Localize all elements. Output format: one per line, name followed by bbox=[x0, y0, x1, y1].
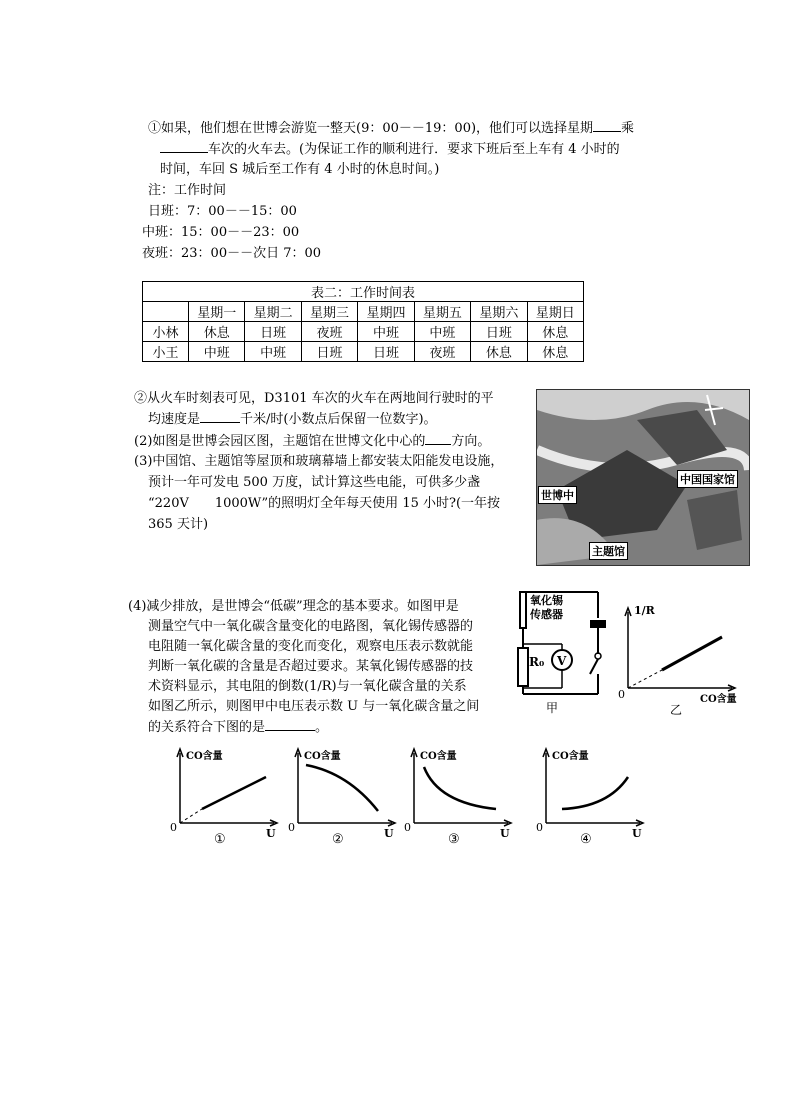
table-cell: 中班 bbox=[358, 322, 414, 342]
q5-line2: 测量空气中一氧化碳含量变化的电路图，氧化锡传感器的 bbox=[148, 619, 474, 634]
choice-y-label: CO含量 bbox=[186, 751, 223, 762]
table-cell: 小林 bbox=[143, 322, 189, 342]
map-label-expo-center: 世博中 bbox=[538, 486, 577, 504]
mid-shift: 中班：15：00－－23：00 bbox=[142, 225, 300, 240]
map-label-theme-pavilion: 主题馆 bbox=[589, 542, 628, 560]
q1-line2: 车次的火车去。(为保证工作的顺利进行．要求下班后至上车有 4 小时的 bbox=[160, 140, 620, 159]
table-cell: 夜班 bbox=[301, 322, 357, 342]
table-cell: 中班 bbox=[245, 342, 301, 362]
table-header: 星期六 bbox=[471, 302, 527, 322]
choice-y-label: CO含量 bbox=[420, 751, 457, 762]
choice-caption: ① bbox=[214, 832, 226, 847]
q4-line3: “220V 1000W”的照明灯全年每天使用 15 小时?(一年按 bbox=[148, 496, 501, 511]
speed-blank[interactable] bbox=[200, 410, 240, 423]
choice-graph-4[interactable] bbox=[536, 745, 648, 849]
choice-x-label: U bbox=[500, 827, 510, 840]
table-cell: 中班 bbox=[189, 342, 245, 362]
yi-x-label: CO含量 bbox=[700, 694, 737, 705]
day-shift: 日班：7：00－－15：00 bbox=[148, 204, 297, 219]
q1-line3: 时间，车回 S 城后至工作有 4 小时的休息时间。) bbox=[160, 162, 440, 177]
graph-yi bbox=[614, 600, 744, 718]
table-cell: 休息 bbox=[189, 322, 245, 342]
table-header-row bbox=[143, 302, 584, 322]
choice-x-label: U bbox=[266, 827, 276, 840]
table-header: 星期四 bbox=[358, 302, 414, 322]
choice-origin: 0 bbox=[404, 821, 411, 834]
choice-graph-3[interactable] bbox=[404, 745, 516, 849]
choice-caption: ③ bbox=[448, 832, 460, 847]
q5-line6: 如图乙所示，则图甲中电压表示数 U 与一氧化碳含量之间 bbox=[148, 699, 480, 714]
yi-origin: 0 bbox=[618, 688, 625, 701]
table-caption: 表二：工作时间表 bbox=[143, 282, 584, 302]
table-row bbox=[143, 322, 584, 342]
circuit-diagram bbox=[512, 588, 612, 718]
q1-line1: ①如果，他们想在世博会游览一整天(9：00－－19：00)，他们可以选择星期 乘 bbox=[148, 121, 635, 136]
r0-label: R₀ bbox=[529, 655, 545, 669]
q5-line4: 判断一氧化碳的含量是否超过要求。某氧化锡传感器的技 bbox=[148, 659, 474, 674]
table-header: 星期二 bbox=[245, 302, 301, 322]
table-cell: 休息 bbox=[471, 342, 527, 362]
yi-caption: 乙 bbox=[670, 703, 683, 717]
table-cell: 中班 bbox=[414, 322, 470, 342]
choice-origin: 0 bbox=[170, 821, 177, 834]
direction-blank[interactable] bbox=[425, 432, 451, 445]
yi-y-label: 1/R bbox=[634, 604, 655, 617]
answer-blank[interactable] bbox=[265, 718, 315, 731]
choice-y-label: CO含量 bbox=[304, 751, 341, 762]
q5-line3: 电阻随一氧化碳含量的变化而变化，观察电压表示数就能 bbox=[148, 639, 474, 654]
q4-line2: 预计一年可发电 500 万度，试计算这些电能，可供多少盏 bbox=[148, 475, 481, 490]
q5-line7: 的关系符合下图的是 。 bbox=[148, 720, 329, 735]
choice-y-label: CO含量 bbox=[552, 751, 589, 762]
q5-line1: (4)减少排放，是世博会“低碳”理念的基本要求。如图甲是 bbox=[128, 599, 459, 614]
table-cell: 休息 bbox=[527, 322, 583, 342]
q2-line1: ②从火车时刻表可见，D3101 车次的火车在两地间行驶时的平 bbox=[134, 391, 494, 406]
table-cell: 夜班 bbox=[414, 342, 470, 362]
note-title: 注：工作时间 bbox=[148, 183, 227, 198]
choice-caption: ② bbox=[332, 832, 344, 847]
expo-park-map bbox=[536, 389, 750, 566]
choice-caption: ④ bbox=[580, 832, 592, 847]
night-shift: 夜班：23：00－－次日 7：00 bbox=[142, 246, 322, 261]
q4-line1: (3)中国馆、主题馆等屋顶和玻璃幕墙上都安装太阳能发电设施， bbox=[134, 454, 504, 469]
choice-graph-2[interactable] bbox=[288, 745, 400, 849]
table-cell: 日班 bbox=[245, 322, 301, 342]
choice-origin: 0 bbox=[536, 821, 543, 834]
choice-origin: 0 bbox=[288, 821, 295, 834]
table-cell: 小王 bbox=[143, 342, 189, 362]
circuit-caption: 甲 bbox=[546, 701, 559, 715]
choice-graph-1[interactable] bbox=[170, 745, 282, 849]
table-header: 星期五 bbox=[414, 302, 470, 322]
table-header: 星期一 bbox=[189, 302, 245, 322]
q3-line: (2)如图是世博会园区图，主题馆在世博文化中心的 方向。 bbox=[134, 434, 491, 449]
q5-line5: 术资料显示，其电阻的倒数(1/R)与一氧化碳含量的关系 bbox=[148, 679, 467, 694]
map-label-china-pavilion: 中国国家馆 bbox=[677, 470, 738, 488]
table-header: 星期三 bbox=[301, 302, 357, 322]
table-cell: 日班 bbox=[301, 342, 357, 362]
sensor-label-2: 传感器 bbox=[530, 608, 563, 621]
table-cell: 日班 bbox=[358, 342, 414, 362]
weekday-blank[interactable] bbox=[593, 119, 621, 132]
choice-x-label: U bbox=[632, 827, 642, 840]
work-schedule-table bbox=[142, 281, 584, 362]
q2-line2: 均速度是 千米/时(小数点后保留一位数字)。 bbox=[148, 412, 437, 427]
table-cell: 休息 bbox=[527, 342, 583, 362]
choice-x-label: U bbox=[384, 827, 394, 840]
table-header: 星期日 bbox=[527, 302, 583, 322]
table-cell: 日班 bbox=[471, 322, 527, 342]
voltmeter-label: V bbox=[557, 654, 567, 668]
q4-line4: 365 天计) bbox=[148, 517, 209, 532]
table-row bbox=[143, 342, 584, 362]
sensor-label-1: 氧化锡 bbox=[530, 594, 563, 607]
train-number-blank[interactable] bbox=[160, 140, 208, 153]
